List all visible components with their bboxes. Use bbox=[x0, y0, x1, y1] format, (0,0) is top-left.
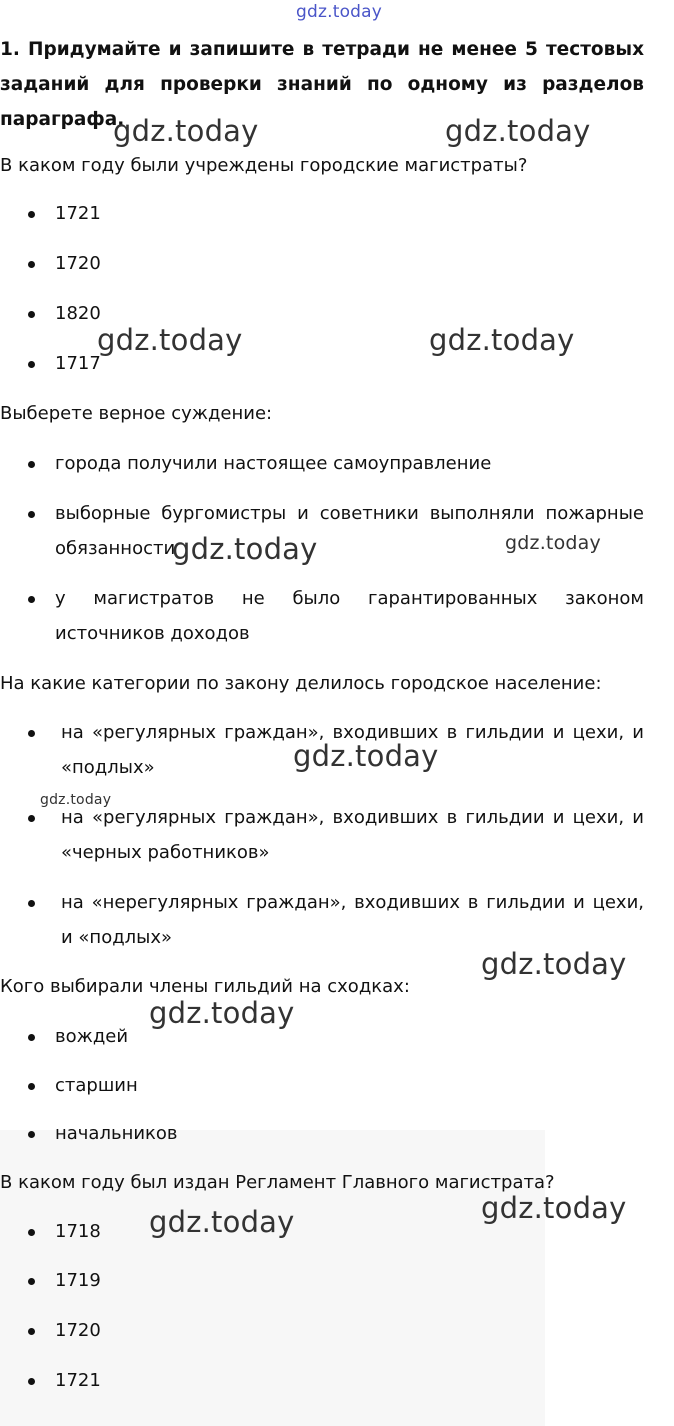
watermark: gdz.today bbox=[149, 1205, 295, 1239]
question-2-option-1: города получили настоящее самоуправление bbox=[0, 446, 644, 481]
bullet-icon bbox=[28, 815, 35, 822]
question-4-option-3: начальников bbox=[0, 1116, 178, 1151]
bullet-icon bbox=[28, 1034, 35, 1041]
question-5: В каком году был издан Регламент Главного магистрата? bbox=[0, 1172, 555, 1193]
question-3: На какие категории по закону делилось городское население: bbox=[0, 673, 602, 694]
question-4-option-2: старшин bbox=[0, 1068, 138, 1103]
question-1-option-2: 1720 bbox=[0, 246, 101, 281]
bullet-icon bbox=[28, 311, 35, 318]
question-4: Кого выбирали члены гильдий на сходках: bbox=[0, 976, 410, 997]
bullet-icon bbox=[28, 361, 35, 368]
bullet-icon bbox=[28, 461, 35, 468]
question-1-option-4: 1717 bbox=[0, 346, 101, 381]
watermark: gdz.today bbox=[172, 532, 318, 566]
watermark: gdz.today bbox=[97, 323, 243, 357]
question-5-option-2: 1719 bbox=[0, 1263, 101, 1298]
bullet-icon bbox=[28, 730, 35, 737]
watermark: gdz.today bbox=[481, 1191, 627, 1225]
header-watermark: gdz.today bbox=[296, 2, 383, 22]
bullet-icon bbox=[28, 1083, 35, 1090]
bullet-icon bbox=[28, 511, 35, 518]
bullet-icon bbox=[28, 900, 35, 907]
bullet-icon bbox=[28, 1378, 35, 1385]
question-3-option-3: на «нерегулярных граждан», входивших в гильдии и цехи, и «подлых» bbox=[0, 885, 644, 955]
question-4-option-1: вождей bbox=[0, 1019, 128, 1054]
question-2: Выберете верное суждение: bbox=[0, 403, 273, 424]
question-5-option-3: 1720 bbox=[0, 1313, 101, 1348]
bullet-icon bbox=[28, 1278, 35, 1285]
bullet-icon bbox=[28, 596, 35, 603]
question-1-option-3: 1820 bbox=[0, 296, 101, 331]
watermark: gdz.today bbox=[505, 532, 601, 554]
question-2-option-2: выборные бургомистры и советники выполняли пожарные обязанности bbox=[0, 496, 644, 566]
question-2-option-3: у магистратов не было гарантированных законом источников доходов bbox=[0, 581, 644, 651]
question-5-option-4: 1721 bbox=[0, 1363, 101, 1398]
question-1-option-1: 1721 bbox=[0, 196, 101, 231]
watermark: gdz.today bbox=[293, 739, 439, 773]
question-3-option-1: на «регулярных граждан», входивших в гильдии и цехи, и «подлых» bbox=[0, 715, 644, 785]
bullet-icon bbox=[28, 211, 35, 218]
watermark: gdz.today bbox=[149, 996, 295, 1030]
watermark: gdz.today bbox=[429, 323, 575, 357]
question-5-option-1: 1718 bbox=[0, 1214, 101, 1249]
question-1: В каком году были учреждены городские магистраты? bbox=[0, 155, 528, 176]
question-3-option-2: на «регулярных граждан», входивших в гильдии и цехи, и «черных работников» bbox=[0, 800, 644, 870]
watermark: gdz.today bbox=[113, 114, 259, 148]
bullet-icon bbox=[28, 1131, 35, 1138]
watermark: gdz.today bbox=[445, 114, 591, 148]
bullet-icon bbox=[28, 1229, 35, 1236]
bullet-icon bbox=[28, 1328, 35, 1335]
watermark: gdz.today bbox=[40, 792, 112, 808]
bullet-icon bbox=[28, 261, 35, 268]
task-title: 1. Придумайте и запишите в тетради не менее 5 тестовых заданий для проверки знаний по одному из разделов параграфа. bbox=[0, 39, 644, 130]
watermark: gdz.today bbox=[481, 947, 627, 981]
